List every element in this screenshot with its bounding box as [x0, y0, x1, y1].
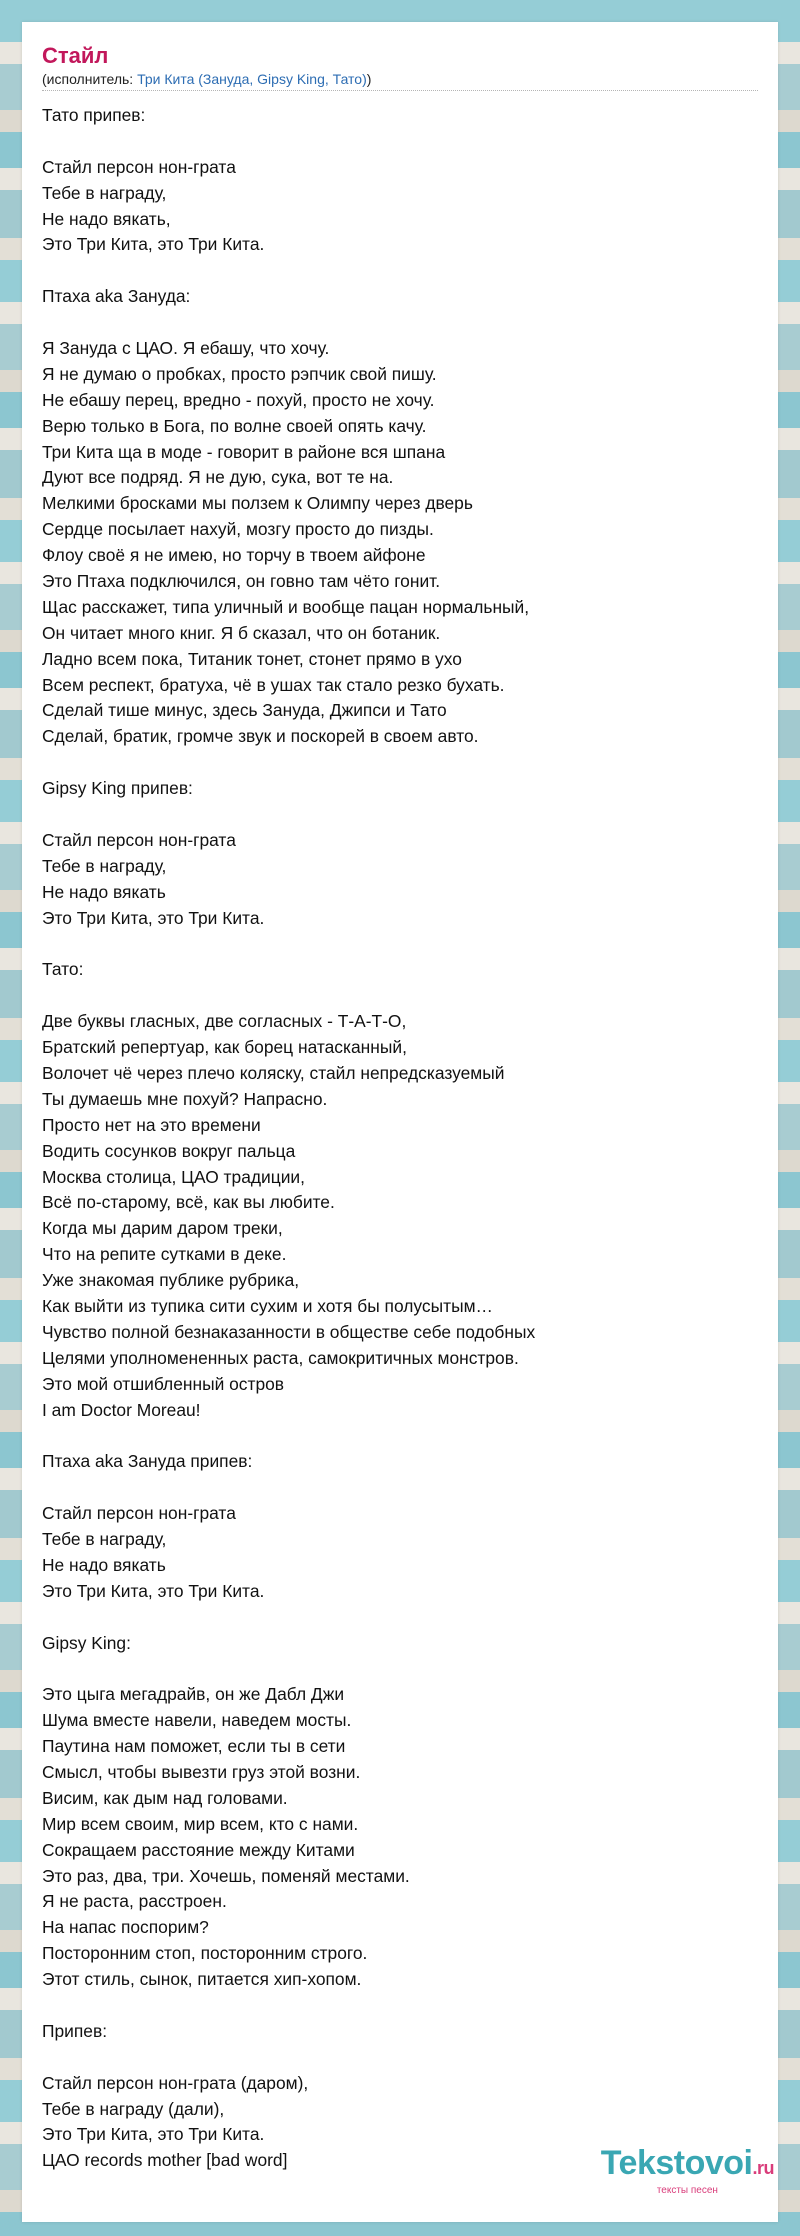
lyric-line: Припев: [42, 2020, 108, 2041]
lyric-line: Уже знакомая публике рубрика, [42, 1270, 300, 1291]
lyric-blank-line [42, 1605, 758, 1631]
lyrics-text [42, 103, 758, 2174]
lyric-line: Тато припев: [42, 105, 146, 125]
lyric-line: Это Птаха подключился, он говно там чёто гонит. [42, 571, 441, 592]
lyric-line: Висим, как дым над головами. [42, 1787, 288, 1808]
lyric-line: Я не раста, расстроен. [42, 1891, 227, 1912]
lyric-line: Ладно всем пока, Титаник тонет, стонет прямо в ухо [42, 648, 462, 669]
lyric-line: Сердце посылает нахуй, мозгу просто до пизды. [42, 519, 434, 540]
lyric-line: Это Три Кита, это Три Кита. [42, 234, 265, 255]
logo-main-text: Tekstovoi [600, 2144, 753, 2182]
lyric-line: Это цыга мегадрайв, он же Дабл Джи [42, 1684, 345, 1705]
lyric-line: Тебе в награду (дали), [42, 2098, 225, 2119]
lyric-line: Дуют все подряд. Я не дую, сука, вот те на. [42, 467, 394, 488]
lyric-blank-line [42, 1475, 758, 1501]
lyric-line: Сделай тише минус, здесь Зануда, Джипси и Тато [42, 700, 447, 721]
lyric-line: Верю только в Бога, по волне своей опять качу. [42, 415, 427, 436]
lyric-line: Волочет чё через плечо коляску, стайл непредсказуемый [42, 1062, 505, 1083]
lyric-blank-line [42, 983, 758, 1009]
lyric-line: Две буквы гласных, две согласных - Т-А-Т-О, [42, 1011, 407, 1032]
lyric-line: Это раз, два, три. Хочешь, поменяй местами. [42, 1865, 410, 1886]
lyric-line: Это Три Кита, это Три Кита. [42, 907, 265, 928]
lyric-line: Птаха aka Зануда: [42, 286, 191, 307]
logo-tagline: тексты песен [656, 2185, 718, 2196]
lyric-line: Я Зануда с ЦАО. Я ебашу, что хочу. [42, 338, 330, 359]
artist-link[interactable]: Три Кита (Зануда, Gipsy King, Тато) [137, 71, 367, 87]
lyric-line: Стайл персон нон-грата [42, 156, 236, 177]
lyric-line: Он читает много книг. Я б сказал, что он ботаник. [42, 622, 441, 643]
lyric-line: Флоу своё я не имею, но торчу в твоем айфоне [42, 545, 426, 566]
lyric-line: Братский репертуар, как борец натасканный, [42, 1037, 407, 1058]
logo-tld: .ru [752, 2158, 774, 2178]
song-title: Стайл [42, 43, 109, 68]
lyric-line: Водить сосунков вокруг пальца [42, 1140, 296, 1161]
lyric-line: Смысл, чтобы вывезти груз этой возни. [42, 1762, 361, 1782]
lyric-line: Сделай, братик, громче звук и поскорей в своем авто. [42, 726, 479, 747]
lyric-line: ЦАО records mother [bad word] [42, 2150, 288, 2171]
lyric-line: Сокращаем расстояние между Китами [42, 1839, 355, 1860]
lyric-blank-line [42, 258, 758, 284]
tekstovoi-logo[interactable] [601, 2146, 774, 2196]
lyric-line: Мир всем своим, мир всем, кто с нами. [42, 1813, 359, 1834]
lyric-line: Как выйти из тупика сити сухим и хотя бы полусытым… [42, 1295, 493, 1316]
lyric-line: Стайл персон нон-грата [42, 1503, 236, 1524]
lyric-blank-line [42, 1656, 758, 1682]
lyric-line: Ты думаешь мне похуй? Напрасно. [42, 1088, 328, 1109]
lyric-line: Мелкими бросками мы ползем к Олимпу через дверь [42, 493, 473, 514]
lyric-line: Это Три Кита, это Три Кита. [42, 2124, 265, 2145]
lyric-line: Это Три Кита, это Три Кита. [42, 1580, 265, 1601]
lyric-line: I am Doctor Moreau! [42, 1399, 201, 1420]
lyric-line: Москва столица, ЦАО традиции, [42, 1166, 305, 1187]
lyric-line: Стайл персон нон-грата (даром), [42, 2072, 309, 2093]
lyric-line: Этот стиль, сынок, питается хип-хопом. [42, 1969, 362, 1990]
lyric-line: Паутина нам поможет, если ты в сети [42, 1736, 346, 1757]
lyric-line: Щас расскажет, типа уличный и вообще пацан нормальный, [42, 596, 530, 617]
lyric-line: Всем респект, братуха, чё в ушах так стало резко бухать. [42, 674, 505, 695]
lyric-blank-line [42, 1993, 758, 2019]
lyric-line: Gipsy King: [42, 1632, 131, 1653]
lyric-blank-line [42, 1423, 758, 1449]
lyric-blank-line [42, 750, 758, 776]
lyric-line: Тебе в награду, [42, 1528, 167, 1549]
lyric-line: Всё по-старому, всё, как вы любите. [42, 1192, 335, 1213]
lyrics-card [22, 22, 778, 2222]
lyric-line: Не надо вякать, [42, 208, 171, 229]
lyric-line: Стайл персон нон-грата [42, 829, 236, 850]
lyric-blank-line [42, 310, 758, 336]
lyric-line: Что на репите сутками в деке. [42, 1244, 287, 1265]
lyric-line: Не ебашу перец, вредно - похуй, просто не хочу. [42, 389, 435, 410]
artist-suffix: ) [366, 71, 372, 87]
lyric-blank-line [42, 932, 758, 958]
lyric-line: Не надо вякать [42, 881, 166, 902]
lyric-line: Птаха aka Зануда припев: [42, 1451, 253, 1472]
lyric-line: Я не думаю о пробках, просто рэпчик свой пишу. [42, 363, 437, 384]
lyric-blank-line [42, 802, 758, 828]
lyric-line: Посторонним стоп, посторонним строго. [42, 1943, 368, 1964]
lyric-line: Целями уполномененных раста, самокритичных монстров. [42, 1347, 519, 1368]
lyric-line: Шума вместе навели, наведем мосты. [42, 1710, 352, 1731]
artist-line [42, 70, 758, 91]
lyric-line: Это мой отшибленный остров [42, 1373, 285, 1394]
lyric-line: Когда мы дарим даром треки, [42, 1218, 283, 1239]
lyric-line: Тебе в награду, [42, 855, 167, 876]
lyric-blank-line [42, 129, 758, 155]
artist-prefix: (исполнитель: [42, 71, 138, 87]
lyric-line: Просто нет на это времени [42, 1114, 261, 1135]
lyric-line: Чувство полной безнаказанности в обществе себе подобных [42, 1321, 536, 1342]
lyric-line: Тебе в награду, [42, 182, 167, 203]
lyric-line: Три Кита ща в моде - говорит в районе вся шпана [42, 441, 446, 462]
lyric-blank-line [42, 2045, 758, 2071]
lyric-line: На напас поспорим? [42, 1917, 209, 1938]
lyric-line: Не надо вякать [42, 1554, 166, 1575]
lyric-line: Тато: [42, 959, 84, 980]
lyric-line: Gipsy King припев: [42, 778, 193, 799]
